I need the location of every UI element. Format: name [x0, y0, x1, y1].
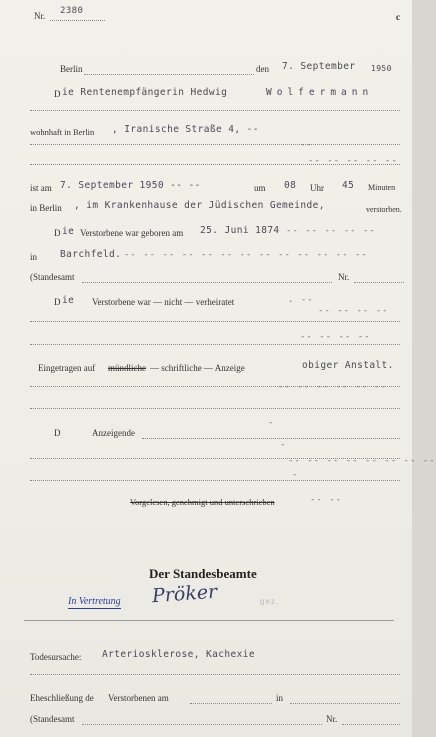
in-vertretung-stamp: In Vertretung	[68, 596, 121, 607]
read-approved-struck: Vorgelesen, genehmigt und unterschrieben	[130, 497, 275, 507]
reported-extra-line-2	[30, 408, 400, 409]
standesamt2-underline	[82, 724, 322, 725]
record-date: 7. September	[282, 61, 356, 72]
standesamt-underline	[82, 282, 332, 283]
uhr-label: Uhr	[310, 183, 324, 193]
informant-article: D	[54, 428, 61, 438]
nr-label: Nr.	[34, 11, 46, 21]
minuten-label: Minuten	[368, 183, 396, 192]
residence-address: , Iranische Straße 4, --	[112, 124, 259, 135]
person-article: D	[54, 89, 61, 99]
birth-article: D	[54, 228, 61, 238]
standesamt-nr-underline	[354, 282, 404, 283]
marital-extra-line	[30, 321, 400, 322]
birth-article-suffix: ie	[62, 226, 75, 237]
read-approved-fill: -- --	[310, 495, 343, 505]
person-extra-line	[30, 110, 400, 111]
marital-article: D	[54, 297, 61, 307]
reported-by: obiger Anstalt.	[302, 360, 394, 371]
birth-date: 25. Juni 1874	[200, 225, 280, 236]
registrar-signature: Pröker	[151, 580, 218, 608]
standesamt2-label: (Standesamt	[30, 714, 75, 724]
informant-fill-2: -	[280, 440, 287, 450]
den-label: den	[256, 64, 269, 74]
informant-extra-line-2	[30, 480, 400, 481]
birth-label: Verstorbene war geboren am	[80, 228, 184, 238]
death-place: , im Krankenhause der Jüdischen Gemeinde,	[74, 200, 325, 211]
standesamt-nr-label: Nr.	[338, 272, 350, 282]
marriage-date-underline	[190, 703, 272, 704]
faint-stamp: gez.	[260, 597, 280, 606]
birth-fill-dashes: -- -- -- -- --	[286, 226, 376, 236]
reported-fill-dashes: -- -- -- -- -- --	[278, 382, 388, 392]
signature-divider	[24, 620, 394, 621]
residence-extra-line	[30, 144, 400, 145]
marital-extra-line-2	[30, 344, 400, 345]
verstorben-label: verstorben.	[366, 205, 402, 214]
reported-label: Eingetragen auf	[38, 363, 96, 373]
nr-underline	[50, 20, 105, 21]
standesamt2-nr-label: Nr.	[326, 714, 338, 724]
um-label: um	[254, 183, 266, 193]
cause-label: Todesursache:	[30, 652, 82, 662]
informant-label: Anzeigende	[92, 428, 135, 438]
marriage-place-underline	[290, 703, 400, 704]
standesamt2-nr-underline	[342, 724, 400, 725]
birthplace-label: in	[30, 252, 38, 262]
death-city-label: in Berlin	[30, 203, 62, 213]
informant-fill-3: -- -- -- -- -- -- -- --	[288, 456, 436, 466]
informant-underline	[142, 438, 400, 439]
death-hour: 08	[284, 180, 297, 191]
standesamt-label: (Standesamt	[30, 272, 75, 282]
person-description: ie Rentenempfängerin Hedwig	[62, 87, 228, 98]
birthplace: Barchfeld.	[60, 249, 122, 260]
corner-mark: c	[396, 12, 400, 22]
city-underline	[84, 74, 254, 75]
death-date: 7. September 1950 -- --	[60, 180, 201, 191]
marriage-in-label: in	[276, 693, 284, 703]
register-number: 2380	[60, 6, 84, 16]
marital-article-suffix: ie	[62, 295, 75, 306]
cause-of-death: Arteriosklerose, Kachexie	[102, 649, 255, 660]
informant-fill-1: -	[268, 418, 275, 428]
marriage-label-2: Verstorbenen am	[108, 693, 169, 703]
residence-fill-dashes: -- -- -- -- --	[308, 156, 398, 166]
death-date-label: ist am	[30, 183, 52, 193]
person-surname: Wolfermann	[266, 87, 374, 98]
marital-fill-dashes-2: -- -- -- --	[300, 332, 371, 342]
registrar-title: Der Standesbeamte	[149, 566, 257, 581]
residence-fill-dash: --	[300, 140, 313, 150]
birthplace-fill-dashes: -- -- -- -- -- -- -- -- -- -- -- -- --	[124, 250, 368, 260]
city-label: Berlin	[60, 64, 83, 74]
marriage-label: Eheschließung de	[30, 693, 94, 703]
reported-written: — schriftliche — Anzeige	[150, 363, 245, 373]
marital-status: Verstorbene war — nicht — verheiratet	[92, 297, 235, 307]
reported-oral-struck: mündliche	[108, 363, 146, 373]
residence-label: wohnhaft in Berlin	[30, 127, 95, 137]
informant-fill-4: -	[292, 470, 299, 480]
marital-fill-dash: . --	[288, 295, 314, 305]
record-year: 1950	[371, 64, 392, 73]
death-minutes: 45	[342, 180, 355, 191]
cause-extra-line	[30, 674, 400, 675]
marital-fill-dashes: -- -- -- --	[318, 306, 389, 316]
